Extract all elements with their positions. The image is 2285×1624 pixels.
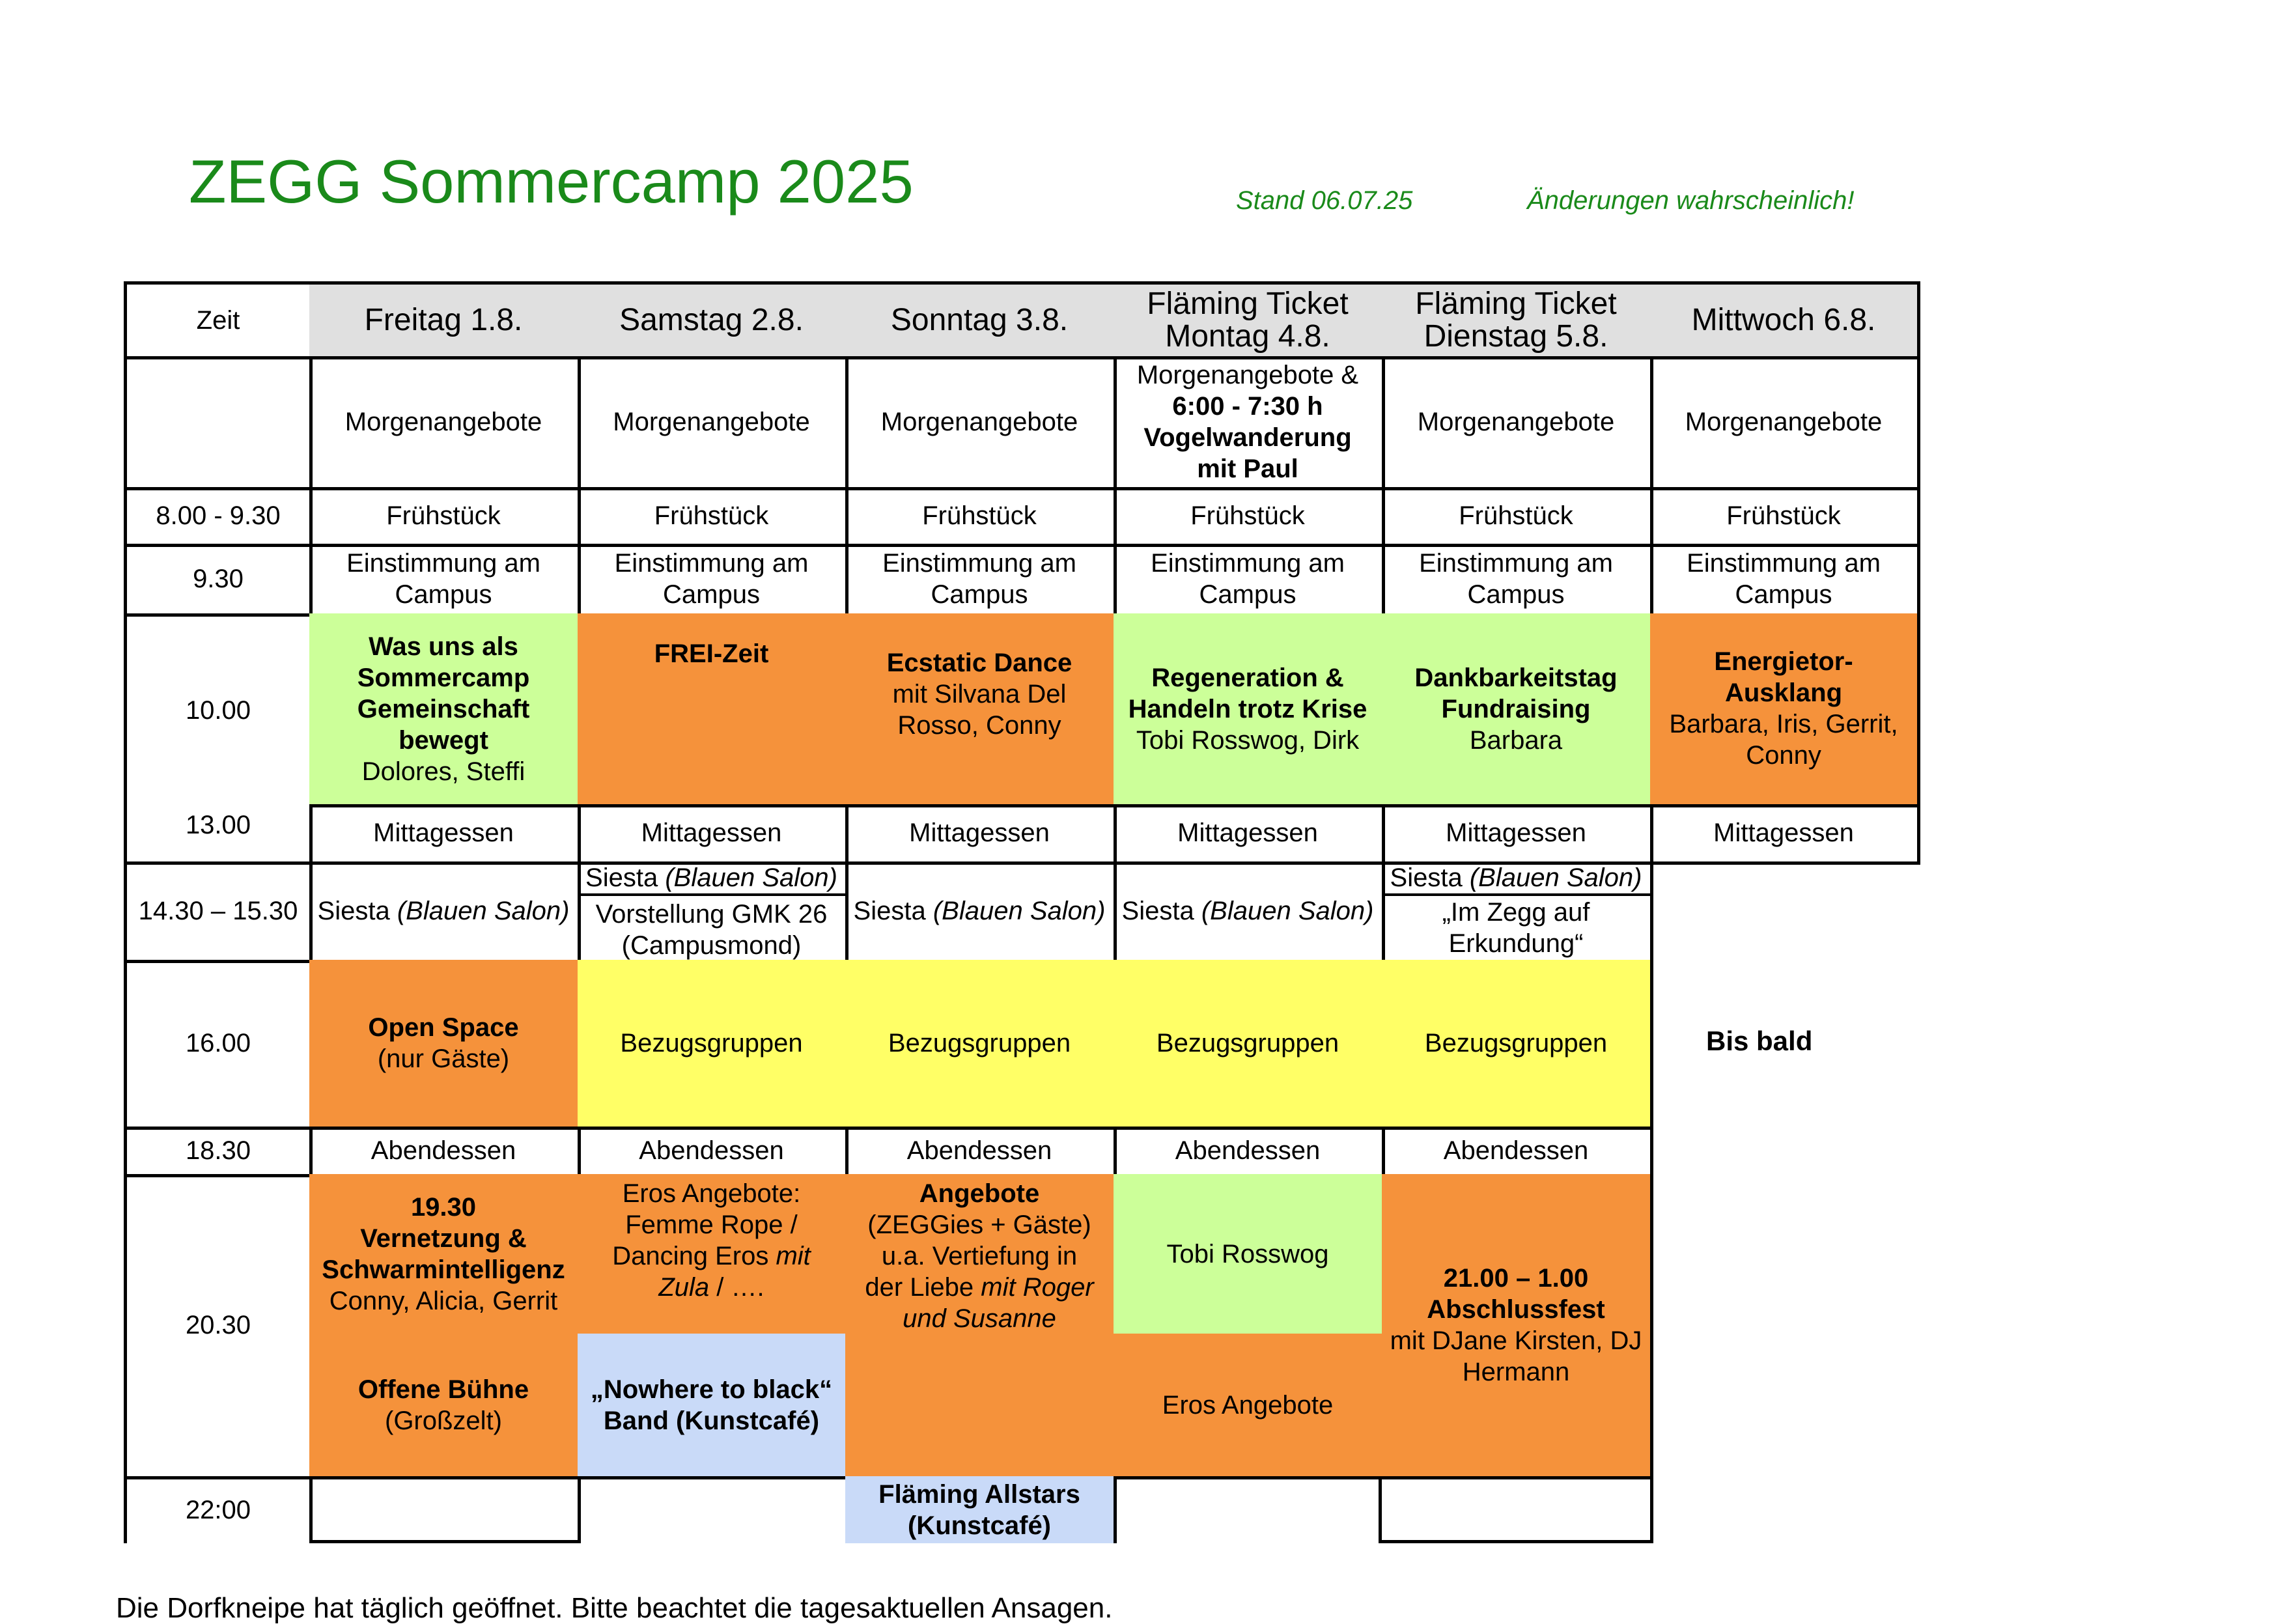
monday-breakfast: Frühstück	[1114, 487, 1385, 547]
time-cell-siesta: 14.30 – 15.30	[124, 861, 313, 963]
sunday-einstimmung: Einstimmung am Campus	[845, 544, 1117, 617]
friday-lunch: Mittagessen	[309, 804, 581, 865]
monday-dinner: Abendessen	[1114, 1127, 1385, 1177]
sunday-dinner: Abendessen	[845, 1127, 1117, 1177]
monday-siesta: Siesta (Blauen Salon)	[1114, 861, 1385, 963]
saturday-dinner: Abendessen	[578, 1127, 848, 1177]
saturday-bezugsgruppen: Bezugsgruppen	[578, 960, 848, 1130]
saturday-concert: „Nowhere to black“ Band (Kunstcafé)	[578, 1334, 848, 1479]
tuesday-forenoon-session: Dankbarkeitstag Fundraising Barbara	[1382, 613, 1653, 807]
saturday-siesta	[578, 861, 848, 963]
sunday-evening-offers: Angebote (ZEGGies + Gäste) u.a. Vertiefung in der Liebe mit Roger und Susanne	[845, 1174, 1117, 1479]
tuesday-dinner: Abendessen	[1382, 1127, 1653, 1177]
sunday-bezugsgruppen: Bezugsgruppen	[845, 960, 1117, 1130]
tuesday-lunch: Mittagessen	[1382, 804, 1653, 865]
saturday-lunch: Mittagessen	[578, 804, 848, 865]
time-cell-afternoon: 16.00	[124, 960, 313, 1130]
time-cell-evening: 20.30	[124, 1174, 313, 1479]
column-header-saturday: Samstag 2.8.	[578, 281, 848, 359]
monday-bezugsgruppen: Bezugsgruppen	[1114, 960, 1385, 1130]
column-header-wednesday: Mittwoch 6.8.	[1650, 281, 1920, 359]
wednesday-lunch: Mittagessen	[1650, 804, 1920, 865]
time-cell-late: 22:00	[124, 1476, 313, 1543]
friday-breakfast: Frühstück	[309, 487, 581, 547]
wednesday-farewell: Bis bald	[1706, 1026, 1813, 1056]
footer-note: Die Dorfkneipe hat täglich geöffnet. Bitte beachtet die tagesaktuellen Ansagen.	[116, 1592, 1113, 1624]
saturday-einstimmung: Einstimmung am Campus	[578, 544, 848, 617]
saturday-eros: Eros Angebote: Femme Rope / Dancing Eros mit Zula / ….	[578, 1174, 848, 1337]
monday-eros: Eros Angebote	[1114, 1334, 1385, 1479]
sunday-late-concert: Fläming Allstars (Kunstcafé)	[845, 1476, 1117, 1543]
friday-morning: Morgenangebote	[309, 356, 581, 490]
time-cell-breakfast: 8.00 - 9.30	[124, 487, 313, 547]
wednesday-breakfast: Frühstück	[1650, 487, 1920, 547]
column-header-zeit: Zeit	[124, 281, 313, 359]
monday-lunch: Mittagessen	[1114, 804, 1385, 865]
friday-siesta: Siesta (Blauen Salon)	[309, 861, 581, 963]
tuesday-einstimmung: Einstimmung am Campus	[1382, 544, 1653, 617]
page-title: ZEGG Sommercamp 2025	[189, 147, 914, 216]
sunday-forenoon-session: Ecstatic Dance mit Silvana Del Rosso, Conny	[845, 613, 1117, 807]
monday-forenoon-session: Regeneration & Handeln trotz Krise Tobi Rosswog, Dirk	[1114, 613, 1385, 807]
friday-networking: 19.30 Vernetzung & Schwarmintelligenz Conny, Alicia, Gerrit	[309, 1174, 581, 1337]
wednesday-morning: Morgenangebote	[1650, 356, 1920, 490]
friday-einstimmung: Einstimmung am Campus	[309, 544, 581, 617]
saturday-morning: Morgenangebote	[578, 356, 848, 490]
column-header-tuesday: Fläming Ticket Dienstag 5.8.	[1382, 281, 1653, 359]
time-cell-morning	[124, 356, 313, 490]
version-date: Stand 06.07.25	[1236, 186, 1413, 215]
column-header-friday: Freitag 1.8.	[309, 281, 581, 359]
saturday-forenoon-session: FREI-Zeit	[578, 613, 848, 807]
tuesday-siesta	[1382, 861, 1653, 963]
saturday-presentation: Vorstellung GMK 26 (Campusmond)	[595, 899, 828, 960]
wednesday-einstimmung: Einstimmung am Campus	[1650, 544, 1920, 617]
tuesday-breakfast: Frühstück	[1382, 487, 1653, 547]
tuesday-closing-party: 21.00 – 1.00 Abschlussfest mit DJane Kirsten, DJ Hermann	[1382, 1174, 1653, 1479]
tuesday-siesta-slot: Siesta (Blauen Salon)	[1382, 861, 1650, 896]
sunday-siesta: Siesta (Blauen Salon)	[845, 861, 1117, 963]
column-header-monday: Fläming Ticket Montag 4.8.	[1114, 281, 1385, 359]
saturday-siesta-slot: Siesta (Blauen Salon)	[578, 861, 845, 896]
column-header-sunday: Sonntag 3.8.	[845, 281, 1117, 359]
time-cell-einstimmung: 9.30	[124, 544, 313, 617]
tuesday-late	[1379, 1476, 1653, 1543]
time-cell-dinner: 18.30	[124, 1127, 313, 1177]
changes-notice: Änderungen wahrscheinlich!	[1527, 186, 1855, 215]
wednesday-forenoon-session: Energietor- Ausklang Barbara, Iris, Gerrit, Conny	[1650, 613, 1920, 807]
friday-late	[309, 1476, 581, 1543]
sunday-morning: Morgenangebote	[845, 356, 1117, 490]
sunday-lunch: Mittagessen	[845, 804, 1117, 865]
friday-open-stage: Offene Bühne (Großzelt)	[309, 1334, 581, 1479]
monday-morning: Morgenangebote & 6:00 - 7:30 h Vogelwanderung mit Paul	[1114, 356, 1385, 490]
saturday-breakfast: Frühstück	[578, 487, 848, 547]
monday-einstimmung: Einstimmung am Campus	[1114, 544, 1385, 617]
tuesday-morning: Morgenangebote	[1382, 356, 1653, 490]
time-cell-forenoon: 10.00 13.00	[124, 613, 313, 865]
monday-evening-talk: Tobi Rosswog	[1114, 1174, 1385, 1337]
friday-open-space: Open Space (nur Gäste)	[309, 960, 581, 1130]
friday-forenoon-session: Was uns als Sommercamp Gemeinschaft bewegt Dolores, Steffi	[309, 613, 581, 807]
sunday-breakfast: Frühstück	[845, 487, 1117, 547]
friday-dinner: Abendessen	[309, 1127, 581, 1177]
tuesday-exploration: „Im Zegg auf Erkundung“	[1442, 898, 1590, 958]
tuesday-bezugsgruppen: Bezugsgruppen	[1382, 960, 1653, 1130]
